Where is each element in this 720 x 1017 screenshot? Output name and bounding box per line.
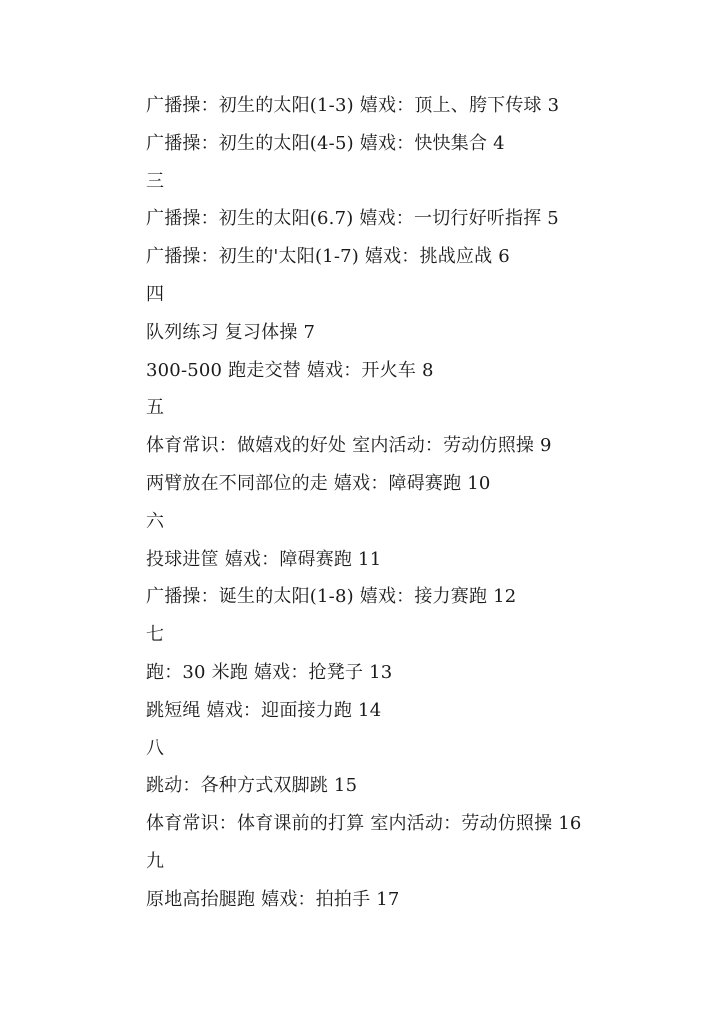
section-heading: 八	[146, 737, 165, 759]
lesson-line: 广播操：初生的太阳(1-3) 嬉戏：顶上、胯下传球 3	[146, 95, 560, 116]
section-heading: 九	[146, 850, 165, 872]
lesson-line: 体育常识：体育课前的打算 室内活动：劳动仿照操 16	[146, 813, 582, 835]
lesson-line: 跳动：各种方式双脚跳 15	[146, 775, 358, 797]
lesson-line: 广播操：初生的太阳(4-5) 嬉戏：快快集合 4	[146, 132, 505, 154]
lesson-line: 投球进筐 嬉戏：障碍赛跑 11	[146, 548, 382, 570]
lesson-line: 体育常识：做嬉戏的好处 室内活动：劳动仿照操 9	[146, 435, 552, 457]
lesson-line: 两臂放在不同部位的走 嬉戏：障碍赛跑 10	[146, 472, 491, 494]
lesson-line: 广播操：诞生的太阳(1-8) 嬉戏：接力赛跑 12	[146, 586, 517, 608]
document-body	[146, 91, 700, 923]
section-heading: 三	[146, 170, 165, 192]
section-heading: 四	[146, 283, 165, 305]
section-heading: 五	[146, 397, 165, 419]
section-heading: 六	[146, 510, 165, 532]
lesson-line: 广播操：初生的'太阳(1-7) 嬉戏：挑战应战 6	[146, 246, 510, 268]
lesson-line: 300-500 跑走交替 嬉戏：开火车 8	[146, 359, 434, 381]
section-heading: 七	[146, 624, 165, 646]
lesson-line: 广播操：初生的太阳(6.7) 嬉戏：一切行好听指挥 5	[146, 208, 559, 230]
lesson-line: 原地高抬腿跑 嬉戏：拍拍手 17	[146, 888, 400, 910]
lesson-line: 跑：30 米跑 嬉戏：抢凳子 13	[146, 661, 393, 683]
lesson-line: 队列练习 复习体操 7	[146, 321, 316, 343]
lesson-line: 跳短绳 嬉戏：迎面接力跑 14	[146, 699, 382, 721]
